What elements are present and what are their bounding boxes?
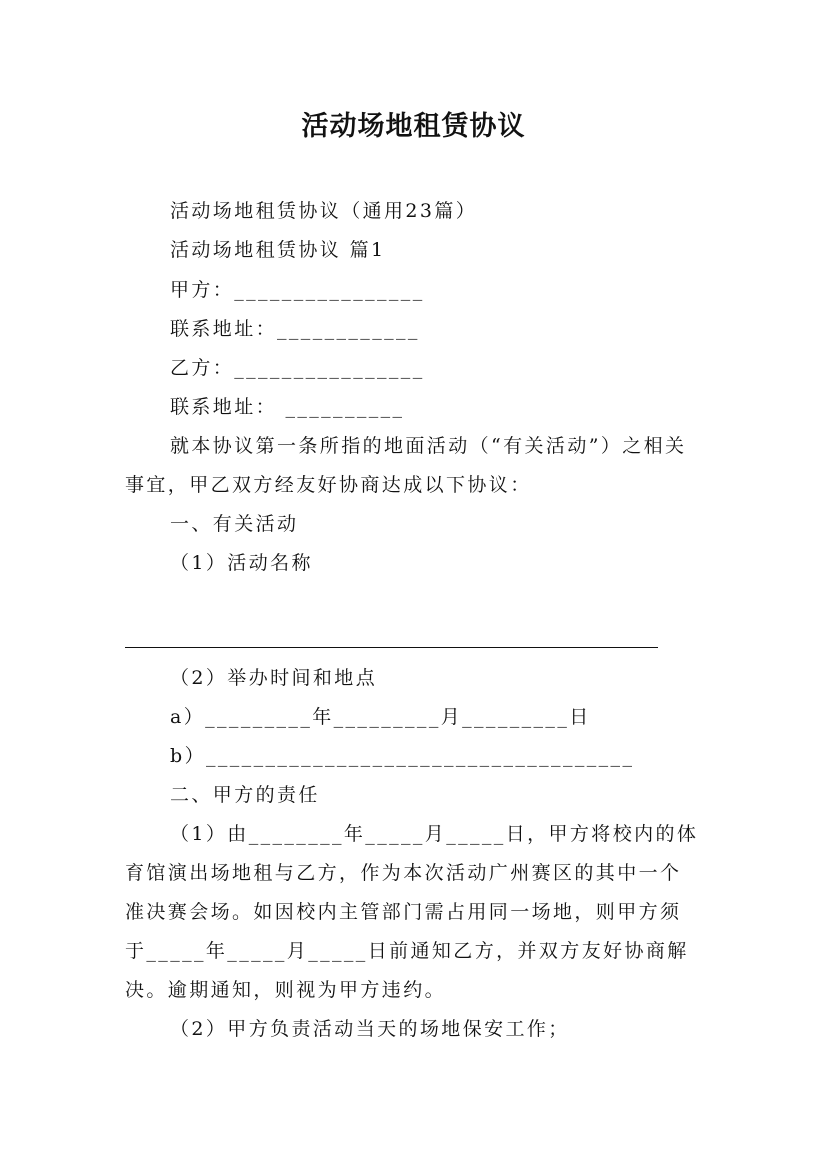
party-a-address-line: 联系地址：____________ <box>170 318 420 340</box>
clause-item: （2）甲方负责活动当天的场地保安工作； <box>170 1018 570 1040</box>
clause-item: （1）活动名称 <box>170 552 313 574</box>
paragraph-line: 准决赛会场。如因校内主管部门需占用同一场地，则甲方须 <box>125 901 682 923</box>
paragraph-line: 决。逾期通知，则视为甲方违约。 <box>125 979 447 1001</box>
paragraph-line: 育馆演出场地租与乙方，作为本次活动广州赛区的其中一个 <box>125 862 682 884</box>
clause-item: （2）举办时间和地点 <box>170 667 378 689</box>
place-fill-line: b）____________________________________ <box>170 745 635 767</box>
blank-fill-line <box>125 647 658 648</box>
paragraph-line: 于_____年_____月_____日前通知乙方，并双方友好协商解 <box>125 940 689 962</box>
section-heading-1: 活动场地租赁协议 篇1 <box>170 239 386 261</box>
date-fill-line: a）_________年_________月_________日 <box>170 706 591 728</box>
party-a-line: 甲方：________________ <box>170 279 425 301</box>
paragraph-line: 就本协议第一条所指的地面活动（“有关活动”）之相关 <box>170 435 687 457</box>
party-b-address-line: 联系地址： __________ <box>170 396 405 418</box>
paragraph-line: 事宜，甲乙双方经友好协商达成以下协议： <box>125 474 532 496</box>
clause-heading: 一、有关活动 <box>170 513 299 535</box>
document-subtitle: 活动场地租赁协议（通用23篇） <box>170 200 478 222</box>
document-title: 活动场地租赁协议 <box>301 111 526 142</box>
paragraph-line: （1）由________年_____月_____日，甲方将校内的体 <box>170 823 699 845</box>
clause-heading: 二、甲方的责任 <box>170 784 320 806</box>
party-b-line: 乙方：________________ <box>170 357 425 379</box>
